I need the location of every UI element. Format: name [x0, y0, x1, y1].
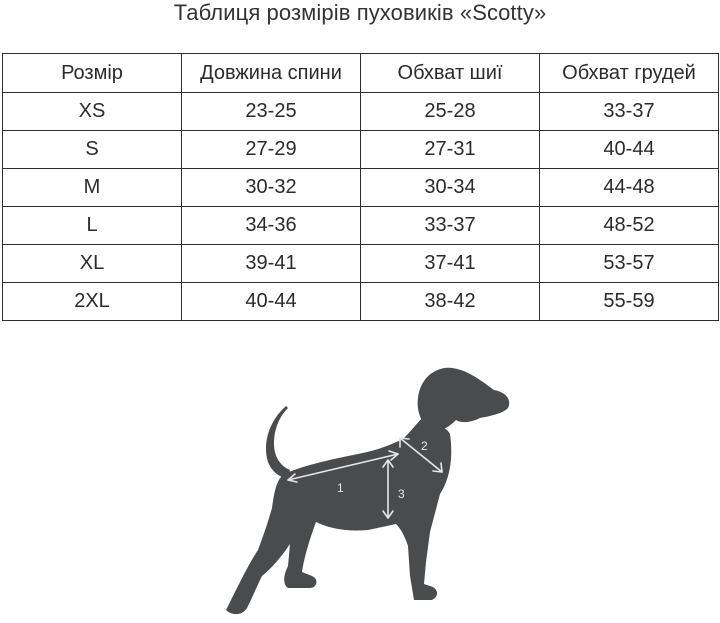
marker-back-length: 1: [337, 481, 344, 495]
marker-chest-girth: 3: [398, 487, 405, 501]
table-row: [3, 131, 719, 169]
cell-neck-girth: 30-34: [361, 169, 540, 207]
marker-neck-girth: 2: [421, 439, 428, 453]
cell-back-length: 34-36: [182, 207, 361, 245]
cell-neck-girth: 25-28: [361, 93, 540, 131]
column-header-back-length: Довжина спини: [182, 54, 361, 93]
cell-back-length: 23-25: [182, 93, 361, 131]
table-row: [3, 245, 719, 283]
column-header-chest-girth: Обхват грудей: [540, 54, 719, 93]
table-row: [3, 93, 719, 131]
cell-chest-girth: 48-52: [540, 207, 719, 245]
cell-size: XS: [3, 93, 182, 131]
cell-chest-girth: 44-48: [540, 169, 719, 207]
column-header-size: Розмір: [3, 54, 182, 93]
cell-size: XL: [3, 245, 182, 283]
cell-back-length: 40-44: [182, 283, 361, 321]
cell-size: L: [3, 207, 182, 245]
cell-back-length: 27-29: [182, 131, 361, 169]
table-row: [3, 283, 719, 321]
table-row: [3, 207, 719, 245]
cell-chest-girth: 55-59: [540, 283, 719, 321]
cell-size: M: [3, 169, 182, 207]
table-row: [3, 169, 719, 207]
column-header-neck-girth: Обхват шиї: [361, 54, 540, 93]
cell-neck-girth: 33-37: [361, 207, 540, 245]
cell-back-length: 30-32: [182, 169, 361, 207]
table-header-row: [3, 54, 719, 93]
cell-neck-girth: 37-41: [361, 245, 540, 283]
dog-tail: [266, 406, 290, 478]
cell-neck-girth: 38-42: [361, 283, 540, 321]
page-title: Таблиця розмірів пуховиків «Scotty»: [173, 0, 547, 25]
dog-silhouette: [226, 368, 509, 614]
cell-neck-girth: 27-31: [361, 131, 540, 169]
cell-size: 2XL: [3, 283, 182, 321]
cell-chest-girth: 33-37: [540, 93, 719, 131]
cell-chest-girth: 53-57: [540, 245, 719, 283]
dog-body: [226, 416, 451, 614]
cell-back-length: 39-41: [182, 245, 361, 283]
cell-size: S: [3, 131, 182, 169]
cell-chest-girth: 40-44: [540, 131, 719, 169]
dog-measurement-figure: [218, 362, 518, 620]
size-table: [2, 53, 719, 321]
